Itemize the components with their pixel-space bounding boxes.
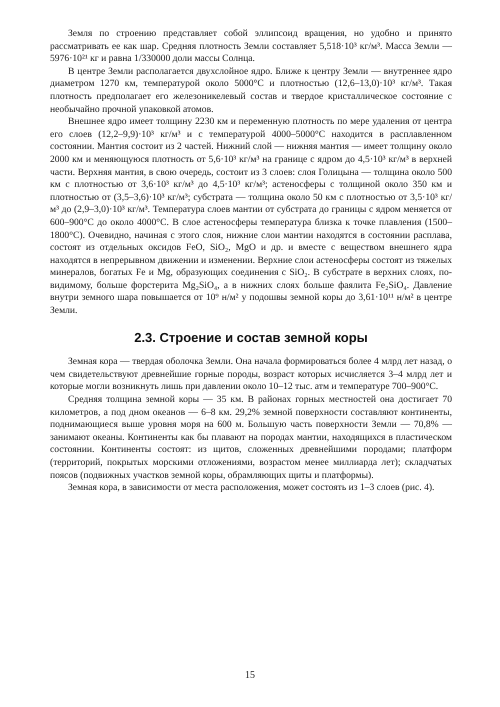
paragraph-crust-definition: Земная кора — твердая оболочка Земли. Она начала формироваться более 4 млрд лет назад, о чем свидетельствуют древнейшие горные породы, возраст которых исчисляется 3–4 млрд лет и которые могли возникнуть лишь при давлении около 10–12 тыс. атм и температуре 700–900°С. — [50, 356, 452, 393]
paragraph-inner-core: В центре Земли располагается двухслойное ядро. Ближе к центру Земли — внутреннее ядро диаметром 1270 км, температурой около 5000°С и плотностью (12,6–13,0)·10³ кг/м³. Такая плотность предполагает его железоникелевый состав и твердое кристаллическое состояние с необычайно прочной упаковкой атомов. — [50, 65, 452, 115]
paragraph-crust-thickness: Средняя толщина земной коры — 35 км. В районах горных местностей она достигает 70 километров, а под дном океанов — 6–8 км. 29,2% земной поверхности составляют континенты, поднимающиеся выше уровня моря на 600 м. Большую часть поверхности Земли — 70,8% — занимают океаны. Континенты как бы плавают на породах мантии, находящихся в пластическом состоянии. Континенты состоят: из щитов, сложенных древнейшими породами; платформ (территорий, покрытых морскими отложениями, возрастом менее миллиарда лет); складчатых поясов (подвижных участков земной коры, обрамляющих щиты и платформы). — [50, 394, 452, 481]
document-page — [50, 28, 452, 495]
paragraph-crust-layers: Земная кора, в зависимости от места расположения, может состоять из 1–3 слоев (рис. 4). — [68, 482, 435, 494]
page-number: 15 — [245, 670, 255, 681]
section-heading: 2.3. Строение и состав земной коры — [134, 329, 368, 345]
paragraph-earth-shape: Земля по строению представляет собой эллипсоид вращения, но удобно и принято рассматривать ее как шар. Средняя плотность Земли составляет 5,518·10³ кг/м³. Масса Земли — 5976·10²¹ кг и равна 1/330000 доли массы Солнца. — [50, 28, 452, 65]
paragraph-outer-core-mantle: Внешнее ядро имеет толщину 2230 км и переменную плотность по мере удаления от центра его слоев (12,2–9,9)·10³ кг/м³ и с температурой 4000–5000°С находится в расплавленном состоянии. Мантия состоит из 2 частей. Нижний слой — нижняя мантия — имеет толщину около 2000 км и меняющуюся плотность от 5,6·10³ кг/м³ на границе с ядром до 4,5·10³ кг/м³ в верхней части. Верхняя мантия, в свою очередь, состоит из 3 слоев: слоя Голицына — толщина около 500 км с плотностью от 3,6·10³ кг/м³ до 4,5·10³ кг/м³; астеносферы с толщиной около 350 км и плотностью от (3,5–3,6)·10³ кг/м³; субстрата — толщина около 50 км с плотностью от 3,5·10³ кг/м³ до (2,9–3,0)·10³ кг/м³. Температура слоев мантии от субстрата до границы с ядром меняется от 600–900°С до около 4000°С. В слое астеносферы температура близка к точке плавления (1500–1800°С). Очевидно, начиная с этого слоя, нижние слои мантии находятся в состоянии расплава, состоят из отдельных оксидов FeO, SiO₂, MgO и др. и вместе с веществом внешнего ядра находятся в непрерывном движении и изменении. Верхние слои астеносферы состоят из тяжелых минералов, богатых Fe и Mg, образующих соединения с SiO₂. В субстрате в верхних слоях, по-видимому, больше форстерита Mg₂SiO₄, а в нижних слоях больше фаялита Fe₂SiO₄. Давление внутри земного шара повышается от 10⁹ н/м² у подошвы земной коры до 3,61·10¹¹ н/м² в центре Земли. — [50, 116, 452, 317]
